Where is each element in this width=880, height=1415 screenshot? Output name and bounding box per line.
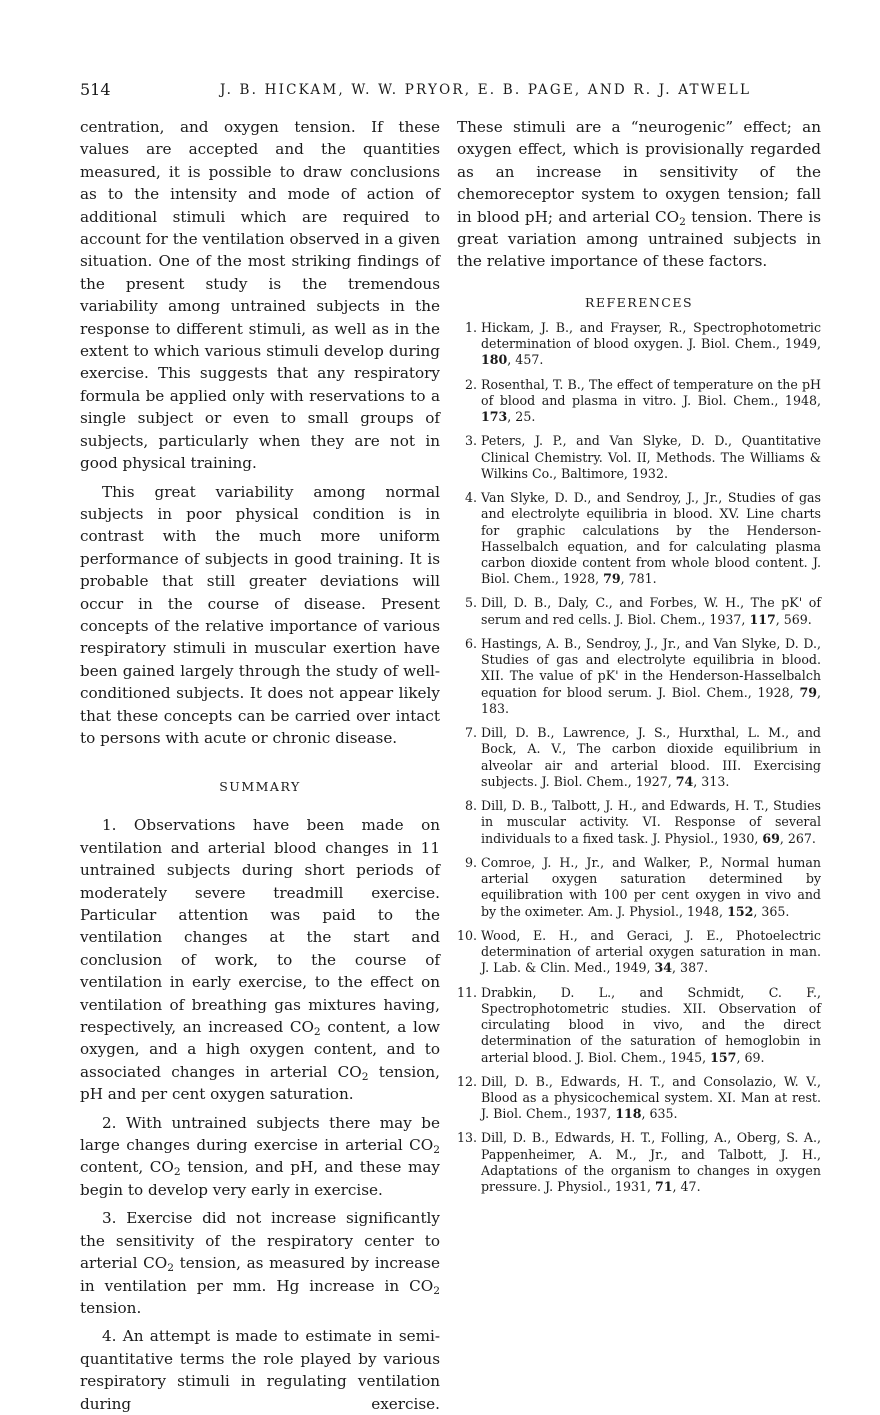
reference-item: 2 . Rosenthal, T. B., The effect of temperature on the pH of blood and plasma in vitro. J. Biol. Chem., 1948, 173, 25.	[457, 377, 821, 426]
running-header	[80, 80, 820, 102]
reference-volume: 79	[799, 684, 817, 700]
reference-volume: 71	[655, 1179, 673, 1195]
reference-item: 6 . Hastings, A. B., Sendroy, J., Jr., and Van Slyke, D. D., Studies of gas and electrolyte equilibria in blood. XII. The value of pK' in the Henderson-Hasselbalch equation for blood serum. J. Biol. Chem., 1928, 79, 183.	[457, 636, 821, 717]
reference-list	[457, 320, 821, 1196]
reference-volume: 69	[762, 830, 780, 846]
reference-number: 8 .	[457, 798, 477, 814]
summary-heading: SUMMARY	[219, 779, 301, 795]
paragraph-continuation: centration, and oxygen tension. If these values are accepted and the quantities measured, it is possible to draw conclusions as to the intensity and mode of action of additional stimuli which are required to account for the ventilation observed in a given situation. One of the most striking findings of the present study is the tremendous variability among untrained subjects in the response to different stimuli, as well as in the extent to which various stimuli develop during exercise. This suggests that any respiratory formula be applied only with reservations to a single subject or even to small groups of subjects, particularly when they are not in good physical training.	[80, 118, 440, 473]
reference-volume: 79	[603, 571, 621, 587]
reference-item: 3 . Peters, J. P., and Van Slyke, D. D., Quantitative Clinical Chemistry. Vol. II, Methods. The Williams & Wilkins Co., Baltimore, 1932.	[457, 433, 821, 482]
reference-item: 11 . Drabkin, D. L., and Schmidt, C. F., Spectrophotometric studies. XII. Observation of circulating blood in vivo, and the direct determination of the saturation of hemoglobin in arterial blood. J. Biol. Chem., 1945, 157, 69.	[457, 985, 821, 1066]
reference-item: 8 . Dill, D. B., Talbott, J. H., and Edwards, H. T., Studies in muscular activity. VI. Response of several individuals to a fixed task. J. Physiol., 1930, 69, 267.	[457, 798, 821, 847]
reference-item: 4 . Van Slyke, D. D., and Sendroy, J., Jr., Studies of gas and electrolyte equilibria in blood. XV. Line charts for graphic calculations by the Henderson-Hasselbalch equation, and for calculating plasma carbon dioxide content from whole blood content. J. Biol. Chem., 1928, 79, 781.	[457, 490, 821, 588]
reference-number: 13 .	[457, 1130, 477, 1146]
page-number: 514	[80, 80, 111, 99]
reference-item: 5 . Dill, D. B., Daly, C., and Forbes, W. H., The pK' of serum and red cells. J. Biol. Chem., 1937, 117, 569.	[457, 595, 821, 628]
reference-volume: 152	[727, 903, 754, 919]
reference-volume: 74	[675, 774, 694, 790]
references-heading: REFERENCES	[584, 294, 694, 310]
reference-item: 10 . Wood, E. H., and Geraci, J. E., Photoelectric determination of arterial oxygen saturation in man. J. Lab. & Clin. Med., 1949, 34, 387.	[457, 928, 821, 977]
reference-number: 10 .	[457, 928, 477, 944]
reference-item: 1 . Hickam, J. B., and Frayser, R., Spectrophotometric determination of blood oxygen. J. Biol. Chem., 1949, 180, 457.	[457, 320, 821, 369]
reference-volume: 118	[615, 1106, 642, 1122]
reference-number: 5 .	[457, 595, 477, 611]
reference-volume: 173	[481, 409, 508, 425]
summary-item-1: 1. Observations have been made on ventilation and arterial blood changes in 11 untrained subjects during short periods of moderately severe treadmill exercise. Particular attention was paid to the ventilation changes at the start and conclusion of work, to the course of ventilation in early exercise, to the effect on ventilation of breathing gas mixtures having, respectively, an increased $CO_2$ content, a low oxygen, and a high oxygen content, and to associated changes in arterial $CO_2$ tension, pH and per cent oxygen saturation.	[80, 816, 440, 1104]
reference-item: 9 . Comroe, J. H., Jr., and Walker, P., Normal human arterial oxygen saturation determined by equilibration with 100 per cent oxygen in vivo and by the oximeter. Am. J. Physiol., 1948, 152, 365.	[457, 855, 821, 920]
paragraph-variability: This great variability among normal subjects in poor physical condition is in contrast with the much more uniform performance of subjects in good training. It is probable that still greater deviations will occur in the course of disease. Present concepts of the relative importance of various respiratory stimuli in muscular exertion have been gained largely through the study of well-conditioned subjects. It does not appear likely that these concepts can be carried over intact to persons with acute or chronic disease.	[80, 482, 440, 747]
reference-number: 4 .	[457, 490, 477, 506]
running-head-authors: J. B. HICKAM, W. W. PRYOR, E. B. PAGE, AND R. J. ATWELL	[220, 82, 752, 98]
right-column	[457, 116, 821, 1203]
reference-item: 13 . Dill, D. B., Edwards, H. T., Folling, A., Oberg, S. A., Pappenheimer, A. M., Jr., and Talbott, J. H., Adaptations of the organism to changes in oxygen pressure. J. Physiol., 1931, 71, 47.	[457, 1130, 821, 1195]
reference-volume: 157	[710, 1049, 737, 1065]
summary-item-2: 2. With untrained subjects there may be large changes during exercise in arterial $CO_2$ content, $CO_2$ tension, and pH, and these may begin to develop very early in exercise.	[80, 1113, 440, 1199]
reference-volume: 180	[481, 352, 508, 368]
reference-item: 7 . Dill, D. B., Lawrence, J. S., Hurxthal, L. M., and Bock, A. V., The carbon dioxide equilibrium in alveolar air and arterial blood. III. Exercising subjects. J. Biol. Chem., 1927, 74, 313.	[457, 725, 821, 790]
reference-volume: 117	[749, 611, 776, 627]
reference-number: 2 .	[457, 377, 477, 393]
reference-item: 12 . Dill, D. B., Edwards, H. T., and Consolazio, W. V., Blood as a physicochemical system. XI. Man at rest. J. Biol. Chem., 1937, 118, 635.	[457, 1074, 821, 1123]
reference-number: 9 .	[457, 855, 477, 871]
reference-number: 11 .	[457, 985, 477, 1001]
summary-item-4: 4. An attempt is made to estimate in semi-quantitative terms the role played by various respiratory stimuli in regulating ventilation during exercise.	[80, 1327, 440, 1413]
summary-item-4-continuation: These stimuli are a “neurogenic” effect; an oxygen effect, which is provisionally regarded as an increase in sensitivity of the chemoreceptor system to oxygen tension; fall in blood pH; and arterial $CO_2$ tension. There is great variation among untrained subjects in the relative importance of these factors.	[457, 118, 822, 271]
reference-number: 12 .	[457, 1074, 477, 1090]
reference-number: 7 .	[457, 725, 477, 741]
reference-number: 6 .	[457, 636, 477, 652]
reference-number: 3 .	[457, 433, 477, 449]
left-column	[80, 116, 440, 1415]
reference-number: 1 .	[457, 320, 477, 336]
reference-volume: 34	[654, 960, 673, 976]
summary-item-3: 3. Exercise did not increase significantly the sensitivity of the respiratory center to arterial $CO_2$ tension, as measured by increase in ventilation per mm. Hg increase in $CO_2$ tension.	[80, 1209, 440, 1317]
